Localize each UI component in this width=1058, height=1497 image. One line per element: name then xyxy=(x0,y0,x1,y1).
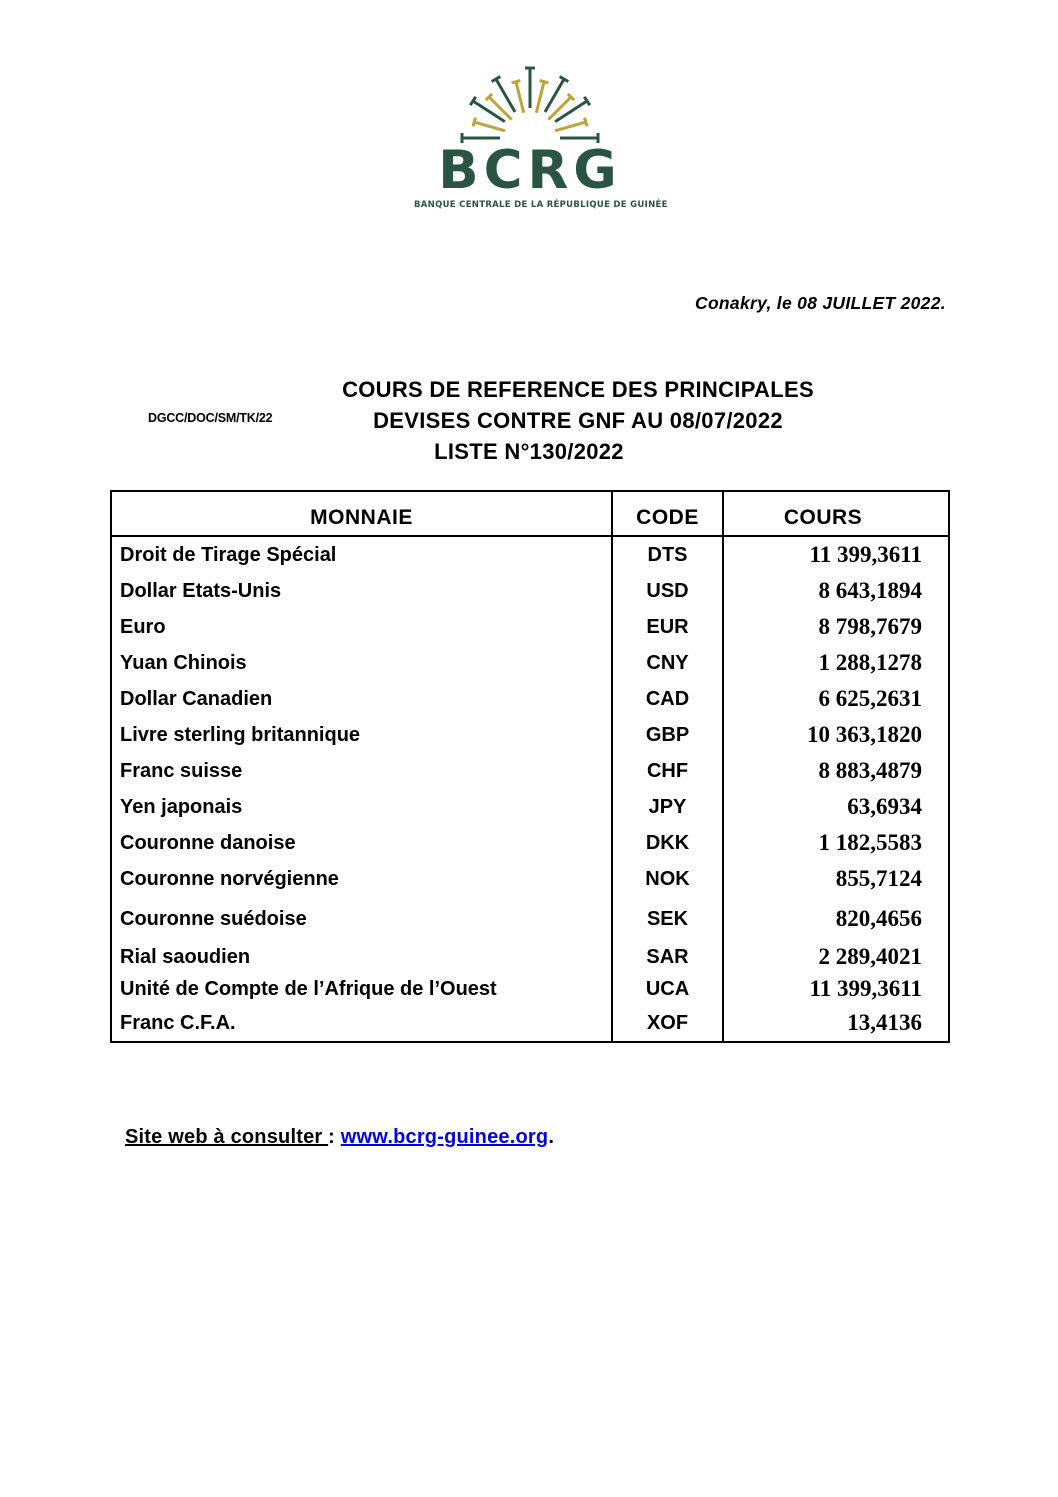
website-label: Site web à consulter xyxy=(125,1126,329,1148)
website-link[interactable]: www.bcrg-guinee.org xyxy=(340,1126,549,1148)
currency-rate: 1 288,1278 xyxy=(818,650,922,675)
currency-name: Rial saoudien xyxy=(112,941,613,973)
table-row xyxy=(112,537,948,573)
table-row xyxy=(112,789,948,825)
bcrg-sunburst-icon xyxy=(455,58,605,146)
website-line xyxy=(125,1126,554,1149)
currency-name: Dollar Etats-Unis xyxy=(112,573,613,609)
currency-code: JPY xyxy=(613,789,724,825)
reference-code: DGCC/DOC/SM/TK/22 xyxy=(148,411,273,425)
currency-code: UCA xyxy=(613,973,724,1005)
currency-rate: 8 643,1894 xyxy=(818,578,922,603)
currency-code: EUR xyxy=(613,609,724,645)
currency-code: DKK xyxy=(613,825,724,861)
currency-rate: 8 798,7679 xyxy=(818,614,922,639)
currency-rate: 11 399,3611 xyxy=(809,976,922,1001)
currency-name: Yen japonais xyxy=(112,789,613,825)
table-row xyxy=(112,717,948,753)
currency-name: Yuan Chinois xyxy=(112,645,613,681)
currency-rate: 8 883,4879 xyxy=(818,758,922,783)
website-period: . xyxy=(548,1126,555,1148)
currency-rate: 1 182,5583 xyxy=(818,830,922,855)
table-row xyxy=(112,825,948,861)
currency-name: Livre sterling britannique xyxy=(112,717,613,753)
currency-code: GBP xyxy=(613,717,724,753)
currency-rate: 10 363,1820 xyxy=(807,722,922,747)
table-row xyxy=(112,973,948,1005)
currency-rate: 820,4656 xyxy=(835,906,922,931)
bcrg-logo-wordmark: BCRG xyxy=(438,140,622,201)
date-line: Conakry, le 08 JUILLET 2022. xyxy=(695,293,946,313)
currency-rate: 6 625,2631 xyxy=(818,686,922,711)
currency-code: NOK xyxy=(613,861,724,897)
currency-name: Couronne norvégienne xyxy=(112,861,613,897)
header-monnaie: MONNAIE xyxy=(112,492,613,535)
title-line-3: LISTE N°130/2022 xyxy=(434,439,624,464)
table-header-row xyxy=(112,492,948,537)
currency-code: SEK xyxy=(613,897,724,941)
currency-rate: 2 289,4021 xyxy=(818,944,922,969)
currency-name: Droit de Tirage Spécial xyxy=(112,537,613,573)
currency-code: SAR xyxy=(613,941,724,973)
currency-name: Couronne danoise xyxy=(112,825,613,861)
bcrg-logo-tagline: BANQUE CENTRALE DE LA RÉPUBLIQUE DE GUINÉE xyxy=(414,200,668,210)
table-row xyxy=(112,681,948,717)
table-row xyxy=(112,1005,948,1041)
currency-name: Franc C.F.A. xyxy=(112,1005,613,1041)
table-row xyxy=(112,645,948,681)
currency-code: DTS xyxy=(613,537,724,573)
title-line-1: COURS DE REFERENCE DES PRINCIPALES xyxy=(342,377,814,402)
currency-rate: 11 399,3611 xyxy=(809,542,922,567)
header-cours: COURS xyxy=(783,506,863,529)
currency-rate: 855,7124 xyxy=(835,866,922,891)
table-row xyxy=(112,941,948,973)
currency-name: Unité de Compte de l’Afrique de l’Ouest xyxy=(112,973,613,1005)
currency-code: CHF xyxy=(613,753,724,789)
website-separator: : xyxy=(328,1126,336,1148)
currency-code: USD xyxy=(613,573,724,609)
currency-code: CNY xyxy=(613,645,724,681)
currency-name: Couronne suédoise xyxy=(112,897,613,941)
currency-name: Euro xyxy=(112,609,613,645)
table-row xyxy=(112,609,948,645)
currency-rate: 13,4136 xyxy=(847,1010,922,1035)
header-code: CODE xyxy=(613,492,724,535)
table-row xyxy=(112,573,948,609)
currency-code: CAD xyxy=(613,681,724,717)
table-row xyxy=(112,861,948,897)
currency-name: Dollar Canadien xyxy=(112,681,613,717)
title-line-2: DEVISES CONTRE GNF AU 08/07/2022 xyxy=(373,408,783,433)
table-row xyxy=(112,753,948,789)
document-title xyxy=(98,374,1058,467)
table-body xyxy=(112,537,948,1041)
table-row xyxy=(112,897,948,941)
exchange-rates-table xyxy=(110,490,950,1043)
currency-code: XOF xyxy=(613,1005,724,1041)
currency-name: Franc suisse xyxy=(112,753,613,789)
currency-rate: 63,6934 xyxy=(847,794,922,819)
